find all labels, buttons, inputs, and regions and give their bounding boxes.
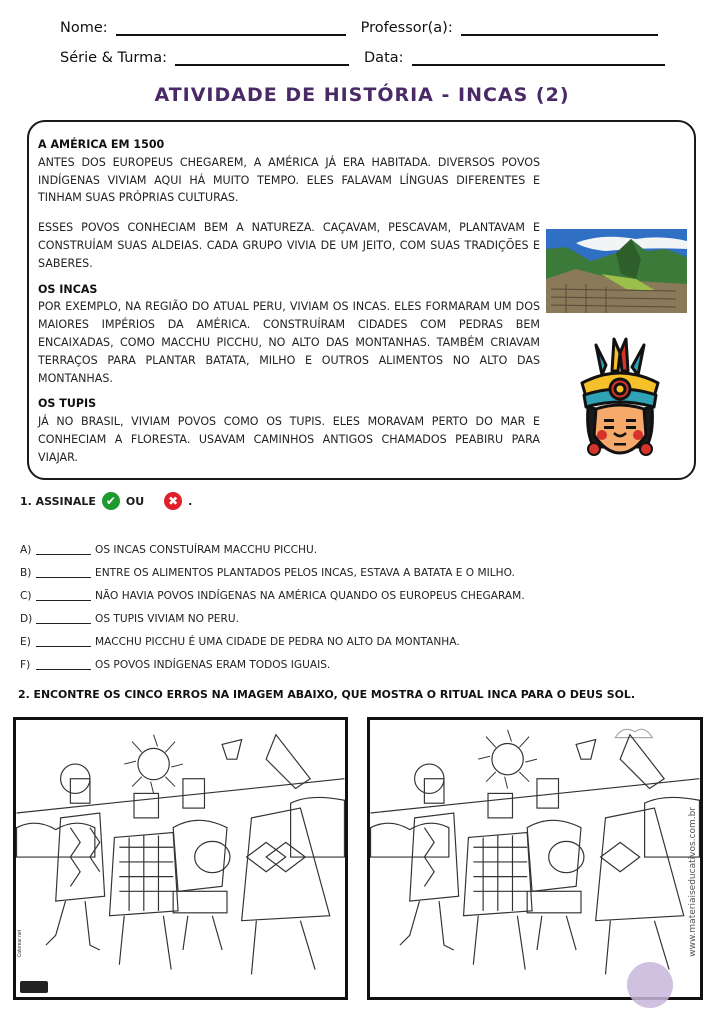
- site-logo-icon: [20, 981, 48, 993]
- answer-item-c: C) NÃO HAVIA POVOS INDÍGENAS NA AMÉRICA QUANDO OS EUROPEUS CHEGARAM.: [20, 589, 525, 602]
- inca-avatar-icon: [574, 335, 666, 459]
- date-label: Data:: [364, 50, 404, 66]
- name-label: Nome:: [60, 20, 108, 36]
- header-row-1: [60, 20, 658, 36]
- teacher-field[interactable]: [461, 22, 658, 36]
- paragraph: POR EXEMPLO, NA REGIÃO DO ATUAL PERU, VIVIAM OS INCAS. ELES FORMARAM UM DOS MAIORES IMPÉRIOS DA AMÉRICA. CONSTRUÍRAM CIDADES COM PEDRAS BEM ENCAIXADAS, COMO MACCHU PICCHU, NO ALTO DAS MONTANHAS. TAMBÉM CRIAVAM TERRAÇOS PARA PLANTAR BATATA, MILHO E OUTROS ALIMENTOS NO ALTO DAS MONTANHAS.: [38, 300, 540, 385]
- check-icon: ✔: [102, 492, 120, 510]
- answer-item-b: B) ENTRE OS ALIMENTOS PLANTADOS PELOS INCAS, ESTAVA A BATATA E O MILHO.: [20, 566, 515, 579]
- reading-text: [38, 136, 540, 467]
- answer-item-e: E) MACCHU PICCHU É UMA CIDADE DE PEDRA NO ALTO DA MONTANHA.: [20, 635, 460, 648]
- x-icon: ✖: [164, 492, 182, 510]
- date-field[interactable]: [412, 52, 665, 66]
- answer-item-d: D) OS TUPIS VIVIAM NO PERU.: [20, 612, 239, 625]
- answer-item-a: A) OS INCAS CONSTUÍRAM MACCHU PICCHU.: [20, 543, 318, 556]
- answer-blank[interactable]: [36, 614, 91, 624]
- class-field[interactable]: [175, 52, 349, 66]
- answer-blank[interactable]: [36, 591, 91, 601]
- answer-blank[interactable]: [36, 545, 91, 555]
- watermark-text: www.materiaiseducativos.com.br: [688, 807, 698, 957]
- publisher-badge-icon: [627, 962, 673, 1008]
- answer-blank[interactable]: [36, 568, 91, 578]
- class-label: Série & Turma:: [60, 50, 168, 66]
- answer-item-f: F) OS POVOS INDÍGENAS ERAM TODOS IGUAIS.: [20, 658, 331, 671]
- section-title-america: A AMÉRICA EM 1500: [38, 138, 165, 151]
- answer-blank[interactable]: [36, 637, 91, 647]
- question-2-prompt: 2. ENCONTRE OS CINCO ERROS NA IMAGEM ABAIXO, QUE MOSTRA O RITUAL INCA PARA O DEUS SOL.: [18, 688, 635, 701]
- section-title-tupis: OS TUPIS: [38, 397, 97, 411]
- paragraph: JÁ NO BRASIL, VIVIAM POVOS COMO OS TUPIS. ELES MORAVAM PERTO DO MAR E CONHECIAM A FLORESTA. USAVAM CAMINHOS ANTIGOS CHAMADOS PEABIRU PARA VIAJAR.: [38, 415, 540, 464]
- name-field[interactable]: [116, 22, 346, 36]
- machu-picchu-photo: [546, 229, 687, 313]
- question-1-label: 1. ASSINALE: [20, 494, 96, 508]
- section-title-incas: OS INCAS: [38, 282, 98, 296]
- answer-list: [20, 538, 525, 676]
- answer-blank[interactable]: [36, 660, 91, 670]
- page-title: ATIVIDADE DE HISTÓRIA - INCAS (2): [154, 84, 570, 106]
- question-1-prompt: 1. ASSINALE ✔ OU ✖ .: [20, 494, 193, 508]
- ritual-scene-original[interactable]: [13, 717, 348, 1000]
- paragraph: ESSES POVOS CONHECIAM BEM A NATUREZA. CAÇAVAM, PESCAVAM, PLANTAVAM E CONSTRUÍAM SUAS ALDEIAS. CADA GRUPO VIVIA DE UM JEITO, COM SUAS TRADIÇÕES E SABERES.: [38, 221, 540, 270]
- image-credit: Colorear.net: [17, 929, 23, 957]
- ritual-scene-modified[interactable]: [367, 717, 703, 1000]
- header-row-2: [60, 50, 665, 66]
- or-label: OU: [125, 494, 145, 508]
- paragraph: ANTES DOS EUROPEUS CHEGAREM, A AMÉRICA JÁ ERA HABITADA. DIVERSOS POVOS INDÍGENAS VIVIAM AQUI HÁ MUITO TEMPO. ELES FALAVAM LÍNGUAS DIFERENTES E TINHAM SUAS PRÓPRIAS CULTURAS.: [38, 155, 540, 205]
- teacher-label: Professor(a):: [360, 20, 453, 36]
